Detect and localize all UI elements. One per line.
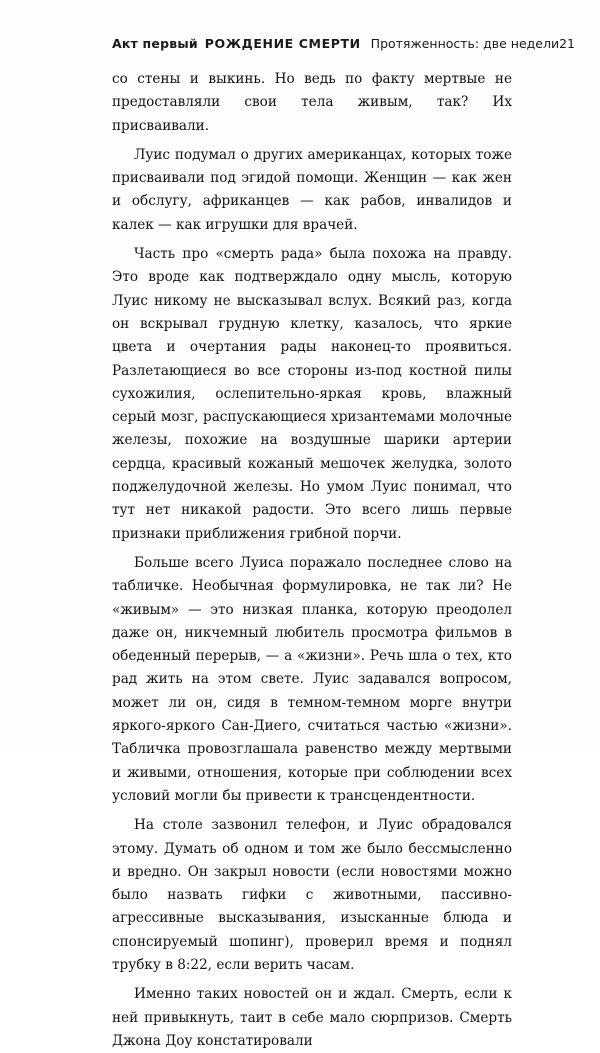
paragraph: Именно таких новостей он и ждал. Смерть, если к ней привыкнуть, таит в себе мало сюрпризов. Смерть Джона Доу констатировали: [112, 986, 512, 1049]
body-text: [112, 68, 512, 1053]
part-title: РОЖДЕНИЕ СМЕРТИ: [204, 36, 361, 51]
running-header: [112, 36, 575, 58]
paragraph: Больше всего Луиса поражало последнее слово на табличке. Необычная формулировка, не так ли? Не «живым» — это низкая планка, которую преодолел даже он, никчемный любитель просмотра фильмов в обеденный перерыв, — а «жизни». Речь шла о тех, кто рад жить на этом свете. Луис задавался вопросом, может ли он, сидя в темном-темном морге внутри яркого-яркого Сан-Диего, считаться частью «жизни». Табличка провозглашала равенство между мертвыми и живыми, отношения, которые при соблюдении всех условий могли бы привести к трансцендентности.: [112, 554, 512, 804]
paragraph: Луис подумал о других американцах, которых тоже присваивали под эгидой помощи. Женщин — как жен и обслугу, африканцев — как рабов, инвалидов и калек — как игрушки для врачей.: [112, 146, 512, 233]
paragraph: со стены и выкинь. Но ведь по факту мертвые не предоставляли свои тела живым, так? Их присваивали.: [112, 71, 512, 134]
page-number: 21: [559, 36, 575, 51]
chapter-label: Протяженность: две недели: [370, 36, 560, 51]
paragraph: Часть про «смерть рада» была похожа на правду. Это вроде как подтверждало одну мысль, которую Луис никому не высказывал вслух. Всякий раз, когда он вскрывал грудную клетку, казалось, что яркие цвета и очертания рады наконец-то проявиться. Разлетающиеся во все стороны из-под костной пилы сухожилия, ослепительно-яркая кровь, влажный серый мозг, распускающиеся хризантемами молочные железы, похожие на воздушные шарики артерии сердца, красивый кожаный мешочек желудка, золото поджелудочной железы. Но умом Луис понимал, что тут нет никакой радости. Это всего лишь первые признаки приближения грибной порчи.: [112, 246, 512, 542]
act-label: Акт первый: [112, 36, 198, 51]
paragraph: На столе зазвонил телефон, и Луис обрадовался этому. Думать об одном и том же было бессмысленно и вредно. Он закрыл новости (если новостями можно было назвать гифки с животными, пассивно-агрессивные высказывания, изысканные блюда и спонсируемый шопинг), проверил время и поднял трубку в 8:22, если верить часам.: [112, 817, 512, 973]
